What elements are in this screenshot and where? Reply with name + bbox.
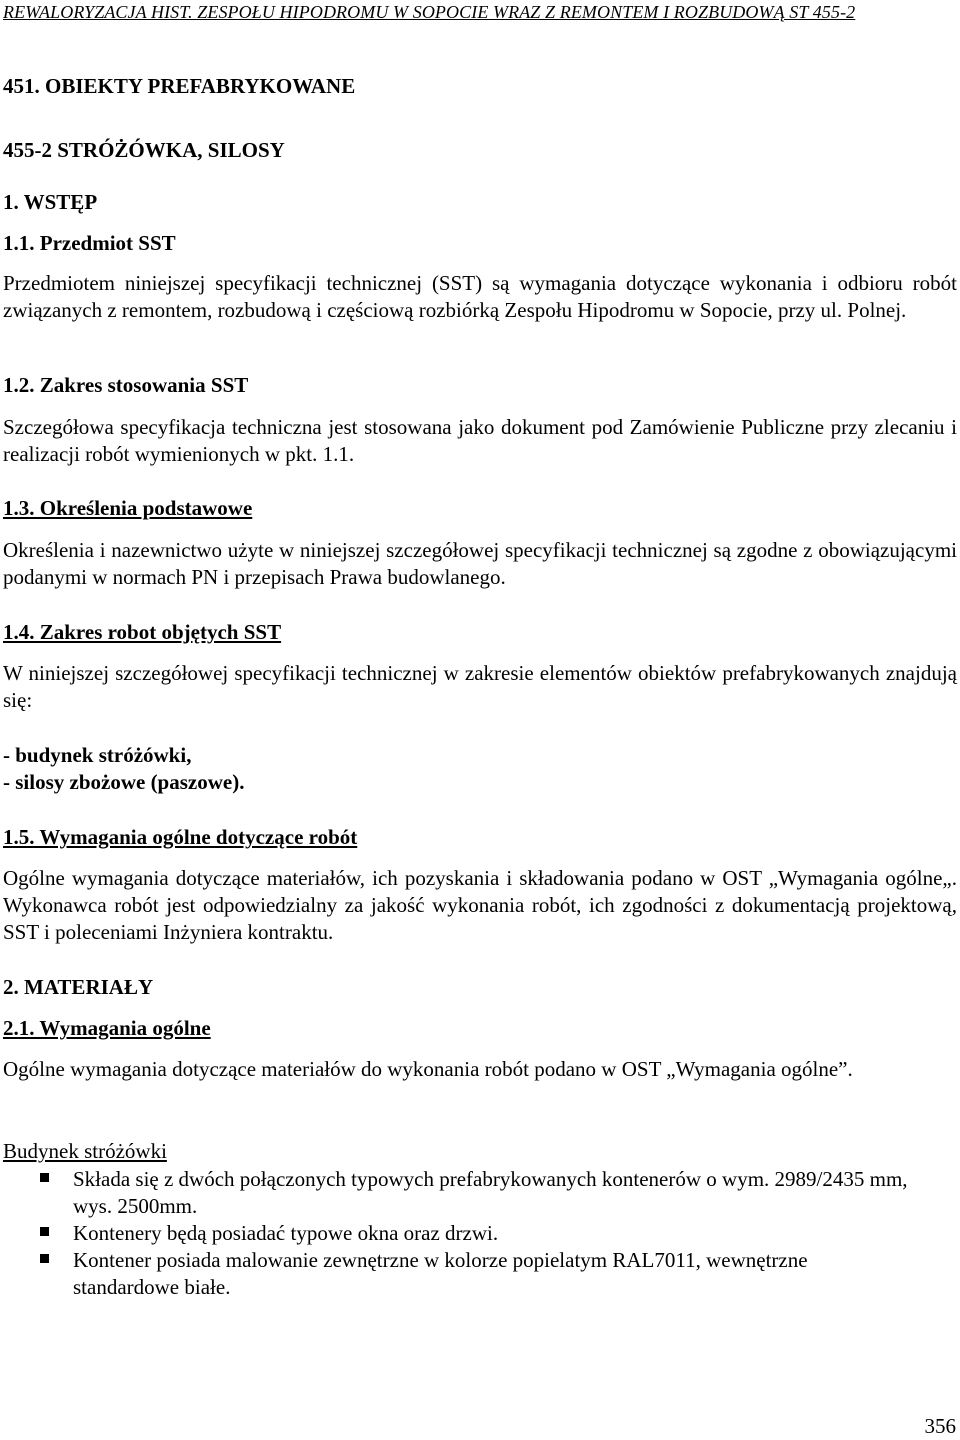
heading-1-1: 1.1. Przedmiot SST [3, 231, 176, 255]
paragraph-1-3: Określenia i nazewnictwo użyte w niniejszej szczegółowej specyfikacji technicznej są zgodne z obowiązującymi podanymi w normach PN i przepisach Prawa budowlanego. [3, 538, 957, 589]
bullet-item [38, 1247, 918, 1301]
paragraph-1-2: Szczegółowa specyfikacja techniczna jest stosowana jako dokument pod Zamówienie Publiczne przy zlecaniu i realizacji robót wymienionych w pkt. 1.1. [3, 415, 957, 466]
paragraph-1-5: Ogólne wymagania dotyczące materiałów, ich pozyskania i składowania podano w OST „Wymagania ogólne„. Wykonawca robót jest odpowiedzialny za jakość wykonania robót, ich zgodności z dokumentacją projektową, SST i poleceniami Inżyniera kontraktu. [3, 866, 957, 944]
paragraph-1-1: Przedmiotem niniejszej specyfikacji technicznej (SST) są wymagania dotyczące wykonania i odbioru robót związanych z remontem, rozbudową i częściową rozbiórką Zespołu Hipodromu w Sopocie, przy ul. Polnej. [3, 271, 957, 322]
running-header: REWALORYZACJA HIST. ZESPOŁU HIPODROMU W SOPOCIE WRAZ Z REMONTEM I ROZBUDOWĄ ST 455-2 [3, 2, 856, 22]
page-number: 356 [924, 1414, 956, 1438]
square-bullet-icon [40, 1173, 49, 1182]
bullet-item [38, 1166, 918, 1220]
paragraph-2-1: Ogólne wymagania dotyczące materiałów do wykonania robót podano w OST „Wymagania ogólne”. [3, 1057, 853, 1081]
paragraph-1-4: W niniejszej szczegółowej specyfikacji technicznej w zakresie elementów obiektów prefabrykowanych znajdują się: [3, 661, 957, 712]
square-bullet-icon [40, 1227, 49, 1236]
bullet-list [38, 1166, 918, 1301]
heading-1-3: 1.3. Określenia podstawowe [3, 496, 253, 520]
heading-1-4: 1.4. Zakres robot objętych SST [3, 620, 282, 644]
heading-2-1: 2.1. Wymagania ogólne [3, 1016, 211, 1040]
heading-1: 1. WSTĘP [3, 190, 98, 214]
list-item-budynek: - budynek stróżówki, [3, 743, 192, 767]
heading-1-2: 1.2. Zakres stosowania SST [3, 373, 249, 397]
heading-2: 2. MATERIAŁY [3, 975, 154, 999]
bullet-text: Kontener posiada malowanie zewnętrzne w kolorze popielatym RAL7011, wewnętrzne standardowe białe. [73, 1248, 808, 1299]
heading-1-5: 1.5. Wymagania ogólne dotyczące robót [3, 825, 358, 849]
heading-budynek-strozowki: Budynek stróżówki [3, 1139, 167, 1163]
bullet-item [38, 1220, 918, 1247]
bullet-text: Kontenery będą posiadać typowe okna oraz drzwi. [73, 1221, 499, 1245]
heading-451: 451. OBIEKTY PREFABRYKOWANE [3, 74, 356, 98]
list-item-silosy: - silosy zbożowe (paszowe). [3, 770, 245, 794]
bullet-text: Składa się z dwóch połączonych typowych prefabrykowanych kontenerów o wym. 2989/2435 mm, wys. 2500mm. [73, 1167, 908, 1218]
square-bullet-icon [40, 1254, 49, 1263]
heading-455-2: 455-2 STRÓŻÓWKA, SILOSY [3, 138, 285, 162]
